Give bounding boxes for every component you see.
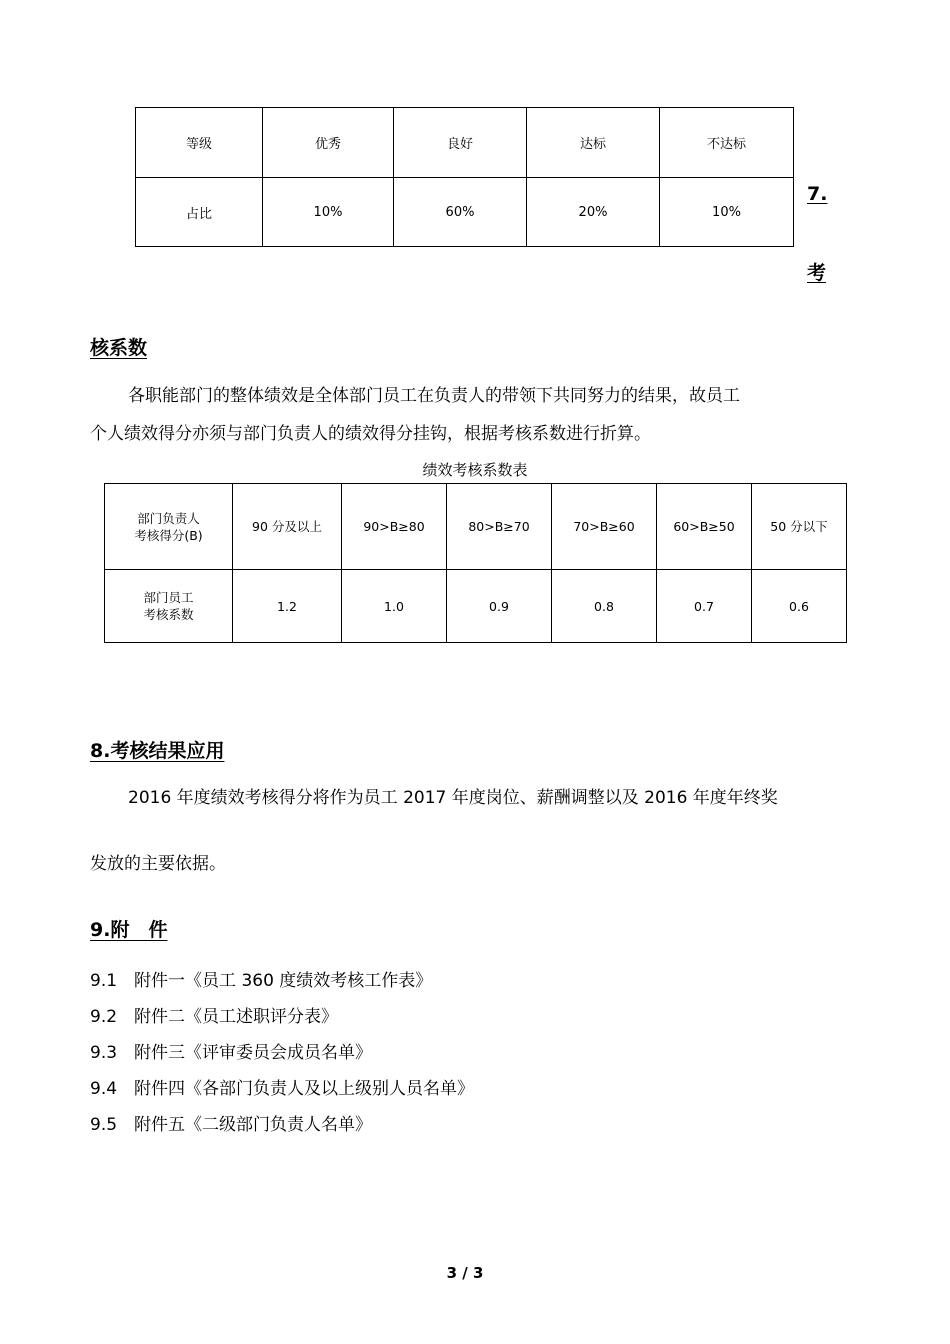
section9-heading: 9.附 件 — [90, 919, 168, 941]
attachment-item: 9.4 附件四《各部门负责人及以上级别人员名单》 — [90, 1079, 475, 1099]
coef-range-cell: 50 分以下 — [752, 484, 847, 570]
table-row — [136, 108, 794, 178]
table-caption: 绩效考核系数表 — [422, 461, 528, 479]
coef-row-label-line1: 部门员工 — [143, 590, 194, 605]
section7-paragraph-line1: 各职能部门的整体绩效是全体部门员工在负责人的带领下共同努力的结果，故员工 — [128, 386, 740, 406]
grade-header-cell: 不达标 — [660, 108, 794, 178]
coef-range-cell: 80>B≥70 — [447, 484, 552, 570]
coef-value-cell: 1.2 — [233, 570, 342, 643]
coef-header-label-line2: 考核得分(B) — [134, 527, 203, 543]
coef-header-label-cell — [105, 484, 233, 570]
coef-row-label-cell — [105, 570, 233, 643]
coef-value-cell: 1.0 — [342, 570, 447, 643]
attachment-item: 9.1 附件一《员工 360 度绩效考核工作表》 — [90, 971, 433, 991]
grade-header-cell: 优秀 — [263, 108, 394, 178]
section8-paragraph-line2: 发放的主要依据。 — [90, 854, 226, 874]
table-row — [136, 178, 794, 247]
page-number: 3 / 3 — [446, 1264, 484, 1282]
coef-value-cell: 0.9 — [447, 570, 552, 643]
coef-value-cell: 0.7 — [657, 570, 752, 643]
coef-range-cell: 70>B≥60 — [552, 484, 657, 570]
grade-ratio-cell: 10% — [660, 178, 794, 247]
attachment-item: 9.3 附件三《评审委员会成员名单》 — [90, 1043, 373, 1063]
grade-header-cell: 良好 — [394, 108, 527, 178]
coef-header-label-line1: 部门负责人 — [137, 510, 200, 526]
coef-range-cell: 90>B≥80 — [342, 484, 447, 570]
section7-heading-number: 7. — [807, 183, 828, 205]
grade-header-cell: 达标 — [527, 108, 660, 178]
grade-header-cell: 等级 — [136, 108, 263, 178]
table-row — [105, 484, 847, 570]
section8-heading: 8.考核结果应用 — [90, 740, 225, 762]
grade-distribution-table — [135, 107, 794, 247]
section7-heading: 核系数 — [90, 337, 148, 359]
grade-ratio-cell: 60% — [394, 178, 527, 247]
coefficient-table — [104, 483, 847, 643]
section7-heading-char: 考 — [807, 262, 827, 284]
section7-paragraph-line2: 个人绩效得分亦须与部门负责人的绩效得分挂钩，根据考核系数进行折算。 — [90, 424, 651, 444]
attachment-item: 9.5 附件五《二级部门负责人名单》 — [90, 1115, 373, 1135]
attachment-item: 9.2 附件二《员工述职评分表》 — [90, 1007, 339, 1027]
table-row — [105, 570, 847, 643]
grade-ratio-cell: 占比 — [136, 178, 263, 247]
coef-range-cell: 90 分及以上 — [233, 484, 342, 570]
coef-value-cell: 0.8 — [552, 570, 657, 643]
coef-row-label-line2: 考核系数 — [143, 607, 194, 622]
coef-value-cell: 0.6 — [752, 570, 847, 643]
grade-ratio-cell: 10% — [263, 178, 394, 247]
section8-paragraph-line1: 2016 年度绩效考核得分将作为员工 2017 年度岗位、薪酬调整以及 2016 年度年终奖 — [128, 788, 778, 808]
grade-ratio-cell: 20% — [527, 178, 660, 247]
coef-range-cell: 60>B≥50 — [657, 484, 752, 570]
